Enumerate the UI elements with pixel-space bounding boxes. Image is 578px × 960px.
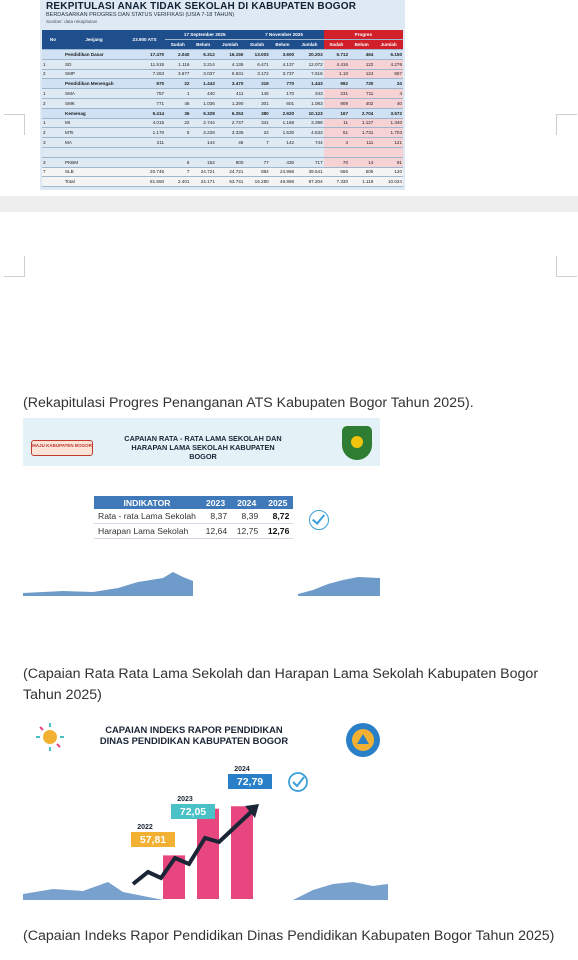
row-value: 211 bbox=[124, 138, 165, 148]
row-value: 6.471 bbox=[244, 59, 269, 69]
table-row bbox=[42, 157, 403, 167]
row-value: 13.003 bbox=[244, 50, 269, 60]
row-jenjang: Kemenag bbox=[64, 108, 124, 118]
row-value: 120 bbox=[374, 167, 403, 177]
sub-belum: Belum bbox=[190, 40, 215, 50]
sun-icon bbox=[35, 722, 65, 752]
check-circle-icon bbox=[309, 510, 329, 530]
row-value: 1.443 bbox=[295, 79, 324, 89]
col-no: No bbox=[42, 30, 64, 50]
row-value: 464 bbox=[349, 50, 374, 60]
row-value: 1 bbox=[165, 89, 190, 99]
row-no bbox=[42, 147, 64, 157]
row-value bbox=[295, 147, 324, 157]
caption-rapor: (Capaian Indeks Rapor Pendidikan Dinas Pendidikan Kabupaten Bogor Tahun 2025) bbox=[23, 928, 555, 944]
row-jenjang: Pendidikan Dasar bbox=[64, 50, 124, 60]
row-value: 440 bbox=[190, 89, 215, 99]
row-jenjang: SMP bbox=[64, 69, 124, 79]
row-value: 319 bbox=[244, 79, 269, 89]
row-value: 111 bbox=[349, 138, 374, 148]
row-value: 341 bbox=[244, 118, 269, 128]
row-value: 1.083 bbox=[295, 98, 324, 108]
value-2025: 8,72 bbox=[262, 509, 293, 524]
row-value: 14 bbox=[349, 157, 374, 167]
row-value bbox=[374, 147, 403, 157]
value-2024: 8,39 bbox=[231, 509, 262, 524]
col-ats: 23.900 ATS bbox=[124, 30, 165, 50]
row-value: 4.015 bbox=[124, 118, 165, 128]
row-value bbox=[124, 157, 165, 167]
row-no: 2 bbox=[42, 128, 64, 138]
row-value: 70 bbox=[324, 157, 349, 167]
row-value: 6 bbox=[165, 157, 190, 167]
row-value: 46 bbox=[165, 98, 190, 108]
row-value: 992 bbox=[324, 79, 349, 89]
row-value: 3.677 bbox=[165, 69, 190, 79]
bar-2023 bbox=[197, 809, 219, 899]
row-value: 121 bbox=[374, 138, 403, 148]
row-value: 24.171 bbox=[190, 177, 215, 187]
row-value bbox=[244, 147, 269, 157]
row-no: 2 bbox=[42, 98, 64, 108]
crop-mark bbox=[556, 256, 577, 277]
row-value: 1.443 bbox=[190, 79, 215, 89]
row-value: 17.470 bbox=[124, 50, 165, 60]
sub-sudah: Sudah bbox=[244, 40, 269, 50]
row-value: 2.401 bbox=[165, 177, 190, 187]
row-value: 909 bbox=[324, 98, 349, 108]
row-value: 3.336 bbox=[216, 128, 245, 138]
th-indikator: INDIKATOR bbox=[94, 496, 200, 509]
year-label-2023: 2023 bbox=[177, 796, 193, 803]
row-no bbox=[42, 177, 64, 187]
table-row bbox=[42, 138, 403, 148]
row-value: 771 bbox=[124, 98, 165, 108]
row-value: 3.470 bbox=[216, 79, 245, 89]
indicator-label: Rata - rata Lama Sekolah bbox=[94, 509, 200, 524]
report-title: REKPITULASI ANAK TIDAK SEKOLAH DI KABUPATEN BOGOR bbox=[46, 1, 357, 12]
row-value: 7 bbox=[165, 167, 190, 177]
rapor-bar-chart bbox=[23, 754, 388, 900]
row-value: 3.737 bbox=[270, 69, 295, 79]
row-value: 3.398 bbox=[295, 118, 324, 128]
report-note: Sumber: data rekapitulasi bbox=[46, 19, 98, 24]
row-value: 20.203 bbox=[295, 50, 324, 60]
row-value: 124 bbox=[349, 69, 374, 79]
row-value bbox=[165, 147, 190, 157]
value-2025: 12,76 bbox=[262, 524, 293, 539]
row-value: 231 bbox=[324, 89, 349, 99]
data-label-2022: 57,81 bbox=[139, 834, 167, 846]
row-jenjang: SMA bbox=[64, 89, 124, 99]
th-2023: 2023 bbox=[200, 496, 231, 509]
row-value: 22 bbox=[165, 118, 190, 128]
row-value: 6.252 bbox=[216, 108, 245, 118]
crop-mark bbox=[4, 114, 25, 135]
row-value: 11.515 bbox=[124, 59, 165, 69]
row-no bbox=[42, 79, 64, 89]
col-nov: 7 November 2025 bbox=[244, 30, 323, 40]
sub-belum: Belum bbox=[270, 40, 295, 50]
row-value: 51 bbox=[324, 128, 349, 138]
row-value: 2.744 bbox=[190, 118, 215, 128]
row-no: 3 bbox=[42, 157, 64, 167]
page-separator bbox=[0, 196, 578, 212]
sub-belum: Belum bbox=[349, 40, 374, 50]
row-value: 12.072 bbox=[295, 59, 324, 69]
row-jenjang: MTs bbox=[64, 128, 124, 138]
row-value: 505 bbox=[349, 167, 374, 177]
check-circle-icon bbox=[289, 773, 307, 791]
row-value: 4 bbox=[324, 138, 349, 148]
year-label-2024: 2024 bbox=[234, 766, 250, 773]
row-value: 2.747 bbox=[216, 118, 245, 128]
row-value: 2.704 bbox=[349, 108, 374, 118]
row-no bbox=[42, 108, 64, 118]
th-2025: 2025 bbox=[262, 496, 293, 509]
table-row bbox=[42, 177, 403, 187]
tut-wuri-handayani-logo bbox=[345, 722, 381, 758]
row-value: 6.312 bbox=[190, 50, 215, 60]
crop-mark bbox=[4, 256, 25, 277]
row-no: 2 bbox=[42, 69, 64, 79]
row-value: 4.136 bbox=[216, 59, 245, 69]
row-value: 1.168 bbox=[270, 118, 295, 128]
row-value: 20.746 bbox=[124, 167, 165, 177]
row-value: 3.214 bbox=[190, 59, 215, 69]
table-row bbox=[42, 118, 403, 128]
row-jenjang: Total bbox=[64, 177, 124, 187]
row-jenjang bbox=[64, 147, 124, 157]
sub-sudah: Sudah bbox=[165, 40, 190, 50]
row-value: 144 bbox=[190, 138, 215, 148]
row-value: 430 bbox=[270, 157, 295, 167]
row-value: 142 bbox=[270, 138, 295, 148]
row-value: 16.280 bbox=[244, 177, 269, 187]
row-value bbox=[190, 147, 215, 157]
row-value: 301 bbox=[244, 98, 269, 108]
col-progres: Progres bbox=[324, 30, 403, 40]
table-row bbox=[42, 89, 403, 99]
row-value bbox=[270, 147, 295, 157]
row-value: 36 bbox=[165, 108, 190, 118]
table-row bbox=[42, 98, 403, 108]
row-value: 1.119 bbox=[349, 177, 374, 187]
table-row bbox=[42, 167, 403, 177]
row-value: 3.172 bbox=[244, 69, 269, 79]
row-value: 2.040 bbox=[165, 50, 190, 60]
row-no: 1 bbox=[42, 59, 64, 69]
row-value: 10.123 bbox=[295, 108, 324, 118]
fig3-title: CAPAIAN INDEKS RAPOR PENDIDIKAN DINAS PENDIDIKAN KABUPATEN BOGOR bbox=[99, 724, 289, 746]
indicator-label: Harapan Lama Sekolah bbox=[94, 524, 200, 539]
data-label-2024: 72,79 bbox=[236, 776, 264, 788]
value-2024: 12,75 bbox=[231, 524, 262, 539]
row-jenjang: SD bbox=[64, 59, 124, 69]
value-2023: 12,64 bbox=[200, 524, 231, 539]
row-no bbox=[42, 50, 64, 60]
row-jenjang: Pendidikan Menengah bbox=[64, 79, 124, 89]
row-value: 1.116 bbox=[165, 59, 190, 69]
rls-hls-image bbox=[23, 418, 380, 596]
row-value: 6.150 bbox=[374, 50, 403, 60]
value-2023: 8,37 bbox=[200, 509, 231, 524]
mountain-decoration bbox=[23, 568, 380, 596]
row-value: 22 bbox=[165, 79, 190, 89]
report-table bbox=[42, 30, 403, 187]
row-value: 7.616 bbox=[295, 69, 324, 79]
row-value: 1.731 bbox=[349, 128, 374, 138]
caption-rls-hls: (Capaian Rata Rata Lama Sekolah dan Harapan Lama Sekolah Kabupaten Bogor Tahun 2025) bbox=[23, 666, 539, 703]
row-value: 24.721 bbox=[190, 167, 215, 177]
row-value: 3.600 bbox=[270, 50, 295, 60]
col-sep: 17 September 2025 bbox=[165, 30, 244, 40]
row-value: 1.10 bbox=[324, 69, 349, 79]
table-row bbox=[42, 147, 403, 157]
row-value: 24 bbox=[374, 79, 403, 89]
row-value: 1.703 bbox=[374, 128, 403, 138]
row-value bbox=[349, 147, 374, 157]
row-jenjang: SMK bbox=[64, 98, 124, 108]
row-value: 1.036 bbox=[190, 98, 215, 108]
row-value: 3.228 bbox=[190, 128, 215, 138]
row-value: 122 bbox=[349, 59, 374, 69]
row-value: 380 bbox=[244, 108, 269, 118]
sub-sudah: Sudah bbox=[324, 40, 349, 50]
row-value: 87.204 bbox=[295, 177, 324, 187]
row-value bbox=[124, 147, 165, 157]
row-value: 717 bbox=[295, 157, 324, 167]
row-jenjang: SLB bbox=[64, 167, 124, 177]
row-value: 601 bbox=[270, 98, 295, 108]
row-value: 3.037 bbox=[190, 69, 215, 79]
row-value: 666 bbox=[324, 167, 349, 177]
row-no: 1 bbox=[42, 118, 64, 128]
row-value: 1.340 bbox=[374, 118, 403, 128]
row-value: 77 bbox=[244, 157, 269, 167]
table-row bbox=[42, 79, 403, 89]
row-value: 39.541 bbox=[295, 167, 324, 177]
row-value: 40 bbox=[374, 98, 403, 108]
row-value: 4 bbox=[374, 89, 403, 99]
row-no: 7 bbox=[42, 167, 64, 177]
row-value bbox=[165, 138, 190, 148]
row-value: 46.866 bbox=[270, 177, 295, 187]
row-value: 1.290 bbox=[216, 98, 245, 108]
row-value: 2.920 bbox=[270, 108, 295, 118]
row-value: 3.572 bbox=[374, 108, 403, 118]
row-value: 6.328 bbox=[190, 108, 215, 118]
row-value: 711 bbox=[349, 89, 374, 99]
caption-ats: (Rekapitulasi Progres Penanganan ATS Kabupaten Bogor Tahun 2025). bbox=[23, 395, 474, 411]
row-value: 4.276 bbox=[374, 59, 403, 69]
table-row bbox=[42, 50, 403, 60]
row-value: 744 bbox=[295, 138, 324, 148]
row-value: 46 bbox=[216, 138, 245, 148]
row-value: 5.414 bbox=[124, 108, 165, 118]
row-value bbox=[216, 147, 245, 157]
row-value: 343 bbox=[295, 89, 324, 99]
fig2-title: CAPAIAN RATA - RATA LAMA SEKOLAH DAN HARAPAN LAMA SEKOLAH KABUPATEN BOGOR bbox=[124, 434, 282, 461]
row-value: 53.741 bbox=[216, 177, 245, 187]
row-value: 91 bbox=[374, 157, 403, 167]
table-row bbox=[94, 509, 293, 524]
row-value: 970 bbox=[124, 79, 165, 89]
row-value: 557 bbox=[374, 69, 403, 79]
row-value: 22 bbox=[244, 128, 269, 138]
sub-jumlah: Jumlah bbox=[216, 40, 245, 50]
row-value: 900 bbox=[216, 157, 245, 167]
row-value: 7.330 bbox=[324, 177, 349, 187]
th-2024: 2024 bbox=[231, 496, 262, 509]
row-value: 1.127 bbox=[349, 118, 374, 128]
row-value: 24.986 bbox=[270, 167, 295, 177]
logo-text: MAJU KABUPATEN BOGOR bbox=[32, 443, 92, 448]
row-jenjang: PKBM bbox=[64, 157, 124, 167]
table-row bbox=[94, 524, 293, 539]
table-row bbox=[42, 69, 403, 79]
row-value: 10.024 bbox=[374, 177, 403, 187]
check-mark-icon bbox=[293, 777, 304, 786]
table-row bbox=[42, 108, 403, 118]
indicator-table bbox=[94, 496, 293, 539]
row-value: 7.263 bbox=[124, 69, 165, 79]
sub-jumlah: Jumlah bbox=[374, 40, 403, 50]
row-value: 1.530 bbox=[270, 128, 295, 138]
row-value: 4.533 bbox=[295, 128, 324, 138]
row-value: 170 bbox=[270, 89, 295, 99]
row-value: 11 bbox=[324, 118, 349, 128]
row-value: 145 bbox=[244, 89, 269, 99]
row-value: 6.631 bbox=[216, 69, 245, 79]
row-value: 167 bbox=[324, 108, 349, 118]
row-jenjang: MA bbox=[64, 138, 124, 148]
row-value: 411 bbox=[216, 89, 245, 99]
data-label-2023: 72,05 bbox=[179, 806, 207, 818]
table-row bbox=[42, 128, 403, 138]
row-value: 884 bbox=[244, 167, 269, 177]
ats-report-image bbox=[40, 0, 405, 190]
report-subtitle: BERDASARKAN PROGRES DAN STATUS VERIFIKASI (USIA 7-18 TAHUN) bbox=[46, 12, 235, 18]
row-value: 7 bbox=[244, 138, 269, 148]
row-value: 4.416 bbox=[324, 59, 349, 69]
row-value: 5.712 bbox=[324, 50, 349, 60]
table-row bbox=[42, 59, 403, 69]
year-label-2022: 2022 bbox=[137, 824, 153, 831]
row-jenjang: MI bbox=[64, 118, 124, 128]
row-value: 402 bbox=[349, 98, 374, 108]
row-value: 1.170 bbox=[124, 128, 165, 138]
bogor-campaign-logo bbox=[31, 440, 93, 456]
row-no: 3 bbox=[42, 138, 64, 148]
report-table-body bbox=[42, 50, 403, 187]
row-value: 152 bbox=[190, 157, 215, 167]
row-value: 770 bbox=[270, 79, 295, 89]
sub-jumlah: Jumlah bbox=[295, 40, 324, 50]
row-value: 5 bbox=[165, 128, 190, 138]
row-value: 4.137 bbox=[270, 59, 295, 69]
row-value bbox=[324, 147, 349, 157]
row-value: 16.150 bbox=[216, 50, 245, 60]
row-value: 730 bbox=[349, 79, 374, 89]
row-value: 757 bbox=[124, 89, 165, 99]
kabupaten-bogor-seal bbox=[342, 426, 372, 460]
rapor-pendidikan-image bbox=[23, 714, 388, 900]
row-value: 81.550 bbox=[124, 177, 165, 187]
row-no: 1 bbox=[42, 89, 64, 99]
col-jenjang: Jenjang bbox=[64, 30, 124, 50]
crop-mark bbox=[556, 114, 577, 135]
row-value: 24.721 bbox=[216, 167, 245, 177]
